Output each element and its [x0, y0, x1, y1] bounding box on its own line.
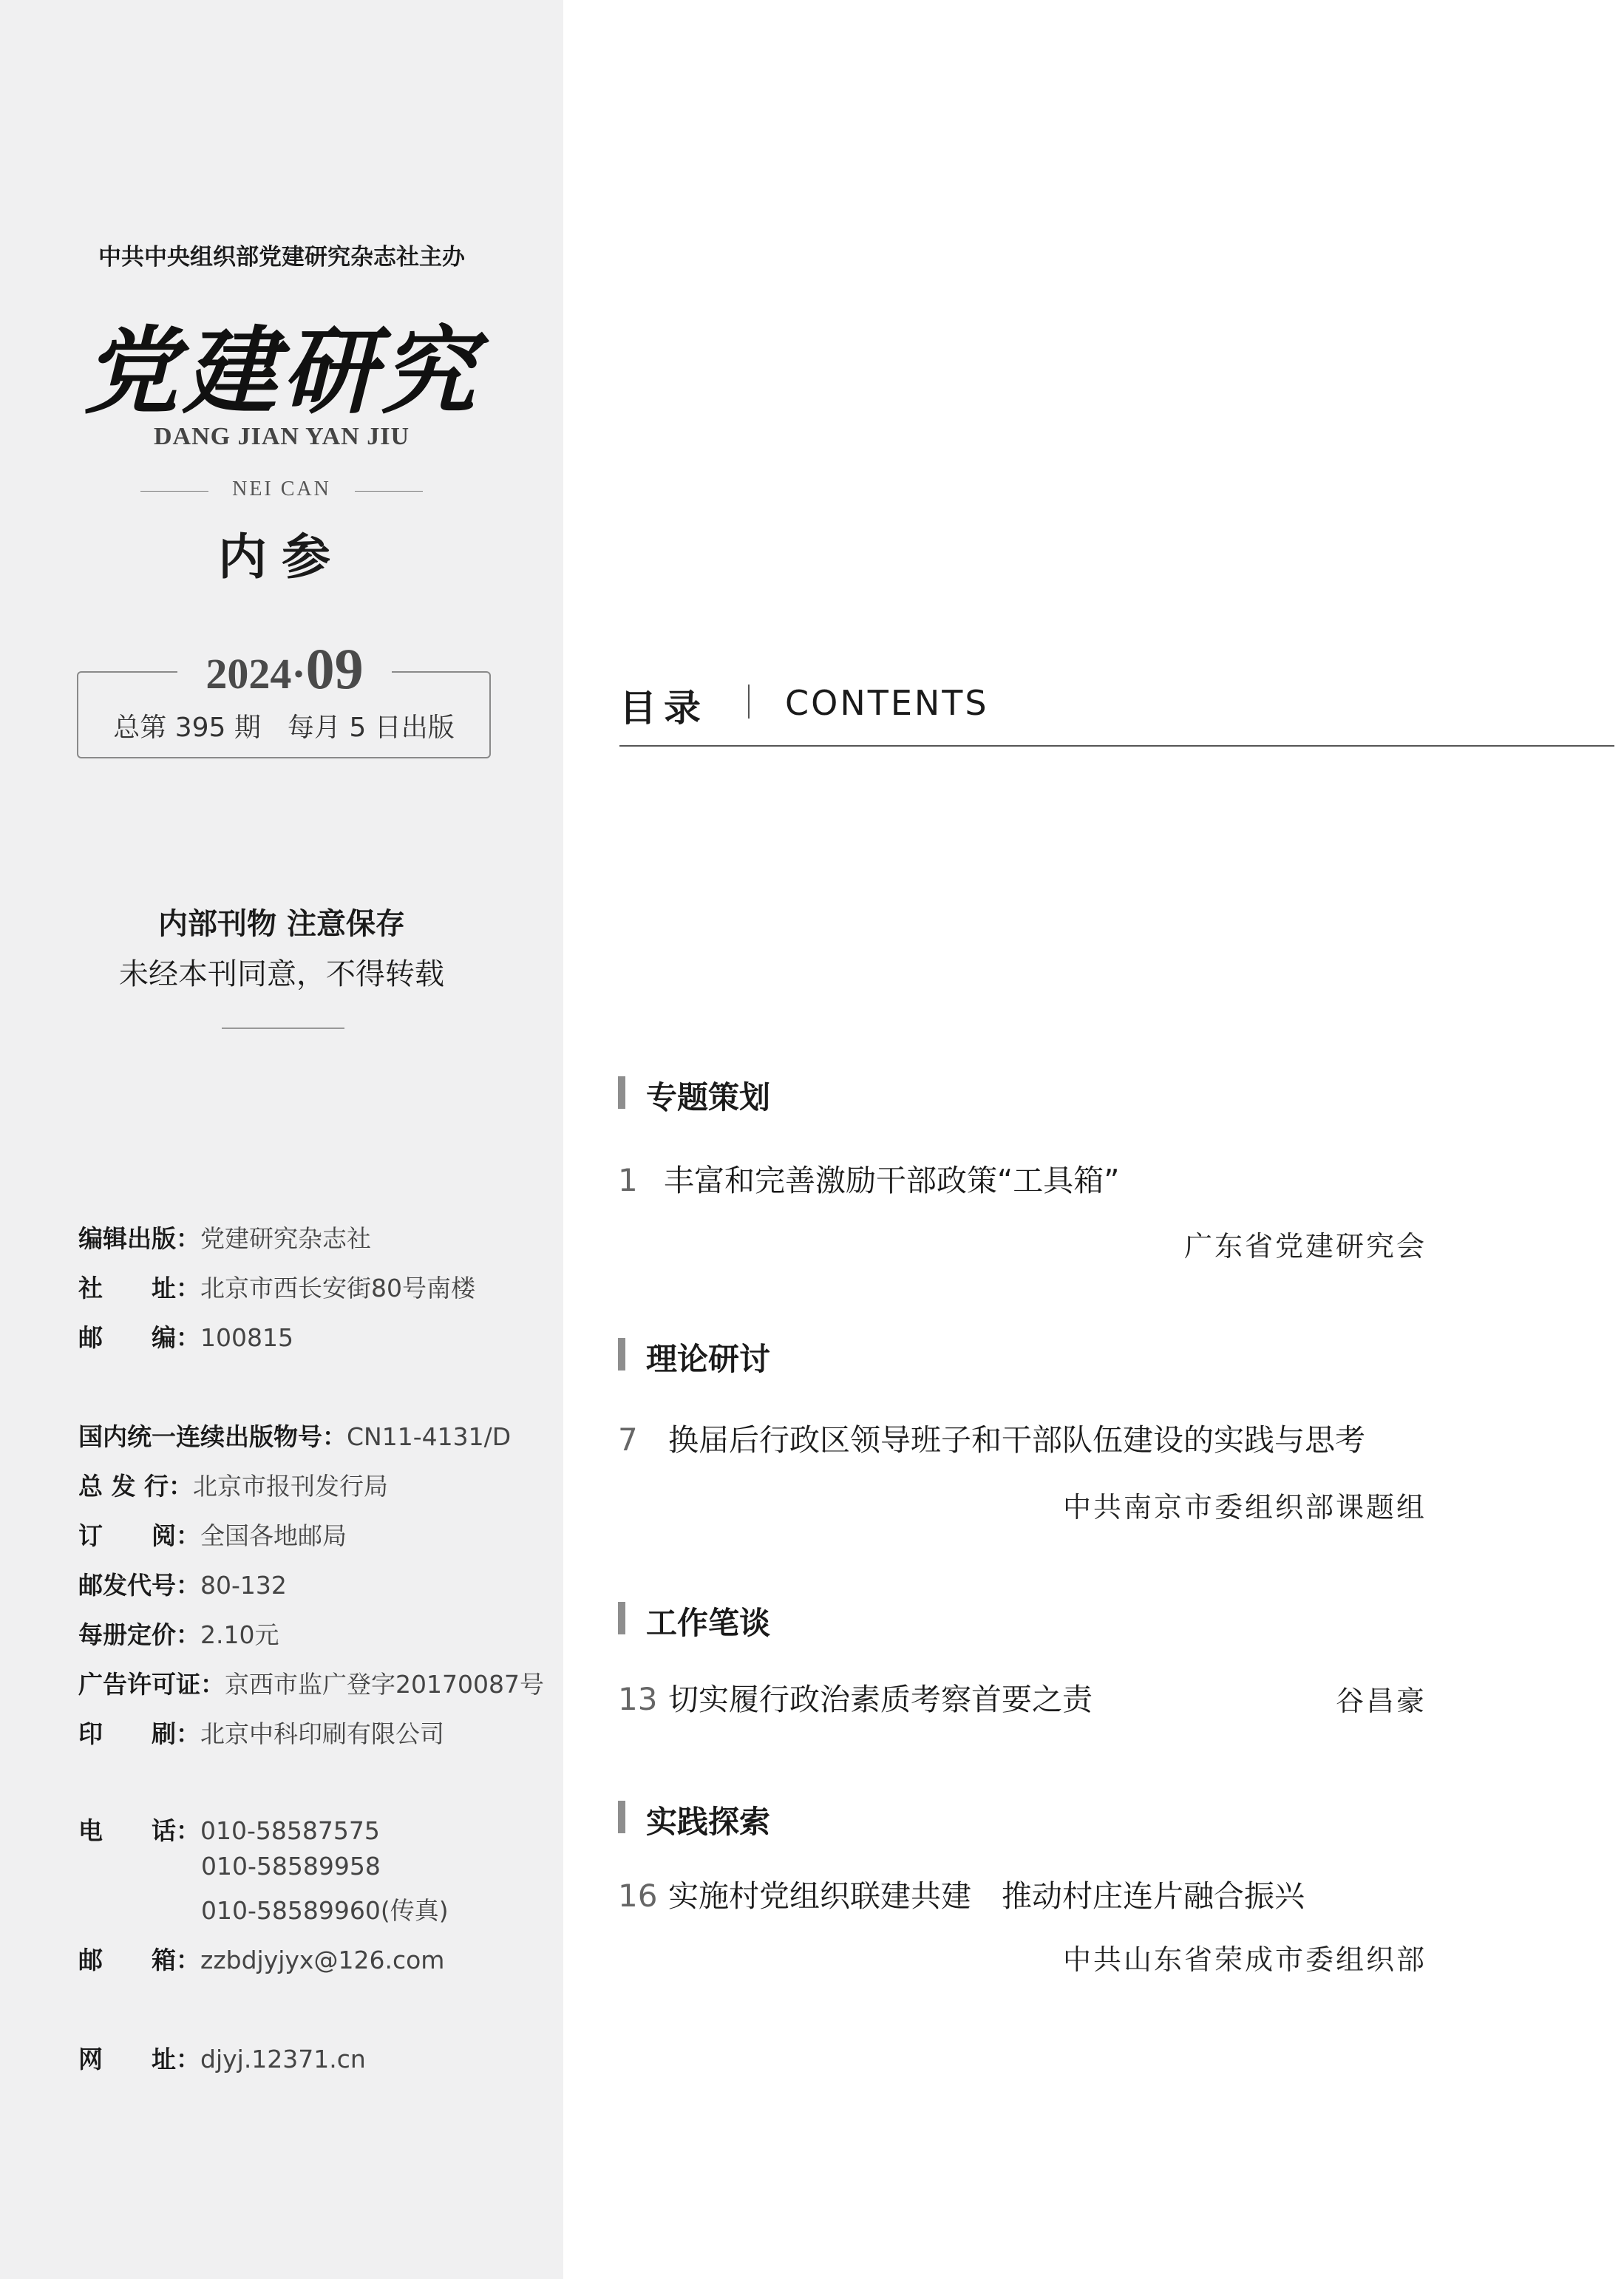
info-website: 网 址：djyj.12371.cn: [78, 2045, 366, 2073]
info-distributor: 总 发 行：北京市报刊发行局: [78, 1472, 388, 1501]
info-postal-code: 邮发代号：80-132: [78, 1571, 287, 1600]
neican-subtitle-row: [140, 476, 423, 506]
info-price: 每册定价：2.10元: [78, 1620, 279, 1649]
issue-dot: ·: [291, 650, 306, 698]
toc-rule: [619, 745, 1614, 747]
article-title: 切实履行政治素质考察首要之责: [668, 1682, 1093, 1717]
article-author: 中共山东省荣成市委组织部: [1062, 1943, 1427, 1976]
issue-month: 09: [305, 636, 364, 701]
section-marker: [618, 1602, 625, 1634]
section-title: 工作笔谈: [646, 1605, 771, 1641]
notice-internal: 内部刊物 注意保存: [158, 907, 405, 941]
section-marker: [618, 1801, 625, 1833]
sponsor-line: 中共中央组织部党建研究杂志社主办: [98, 244, 465, 271]
info-serial-number: 国内统一连续出版物号：CN11-4131/D: [78, 1422, 512, 1451]
article-title: 换届后行政区领导班子和干部队伍建设的实践与思考: [668, 1422, 1365, 1458]
toc-entry[interactable]: [618, 1872, 1305, 1915]
info-phone-2: 010-58589958: [201, 1852, 381, 1881]
magazine-logo-pinyin: DANG JIAN YAN JIU: [153, 423, 410, 450]
toc-entry[interactable]: [618, 1156, 1119, 1200]
article-title: 实施村党组织联建共建 推动村庄连片融合振兴: [668, 1878, 1305, 1914]
section-title: 实践探索: [646, 1804, 771, 1840]
section-title: 专题策划: [646, 1079, 771, 1115]
issue-info: 总第 395 期 每月 5 日出版: [113, 713, 455, 743]
neican-title: 内参: [218, 528, 345, 585]
info-postcode: 邮 编：100815: [78, 1323, 293, 1352]
page-number: 16: [618, 1878, 658, 1914]
toc-header-divider: [748, 685, 750, 719]
neican-pinyin: NEI CAN: [232, 478, 331, 500]
article-author: 广东省党建研究会: [1183, 1230, 1427, 1263]
article-author: 中共南京市委组织部课题组: [1062, 1491, 1427, 1524]
section-marker: [618, 1338, 625, 1371]
info-ad-license: 广告许可证：京西市监广登字20170087号: [78, 1670, 544, 1699]
info-printer: 印 刷：北京中科印刷有限公司: [78, 1719, 444, 1748]
toc-entry[interactable]: [618, 1416, 1365, 1459]
issue-number: [177, 636, 392, 701]
info-editor: 编辑出版：党建研究杂志社: [78, 1224, 371, 1253]
article-author: 谷昌豪: [1335, 1685, 1427, 1717]
toc-title-en: CONTENTS: [785, 683, 989, 723]
info-address: 社 址：北京市西长安街80号南楼: [78, 1274, 475, 1302]
divider-right: [355, 491, 423, 492]
magazine-logo: 党建研究: [83, 316, 480, 427]
notice-divider: [222, 1028, 344, 1029]
info-subscription: 订 阅：全国各地邮局: [78, 1521, 347, 1550]
info-phone: 电 话：010-58587575: [78, 1816, 380, 1845]
section-title: 理论研讨: [646, 1341, 771, 1377]
toc-title-cn: 目录: [619, 687, 708, 730]
info-email: 邮 箱：zzbdjyjyx@126.com: [78, 1946, 445, 1974]
page-number: 7: [618, 1422, 638, 1458]
section-marker: [618, 1076, 625, 1109]
page-number: 13: [618, 1681, 658, 1717]
page-number: 1: [618, 1162, 638, 1198]
issue-year: 2024: [205, 650, 292, 698]
toc-entry[interactable]: [618, 1675, 1093, 1719]
info-fax: 010-58589960(传真): [201, 1896, 449, 1925]
article-title: 丰富和完善激励干部政策“工具箱”: [664, 1163, 1120, 1198]
notice-copyright: 未经本刊同意，不得转载: [119, 957, 444, 991]
